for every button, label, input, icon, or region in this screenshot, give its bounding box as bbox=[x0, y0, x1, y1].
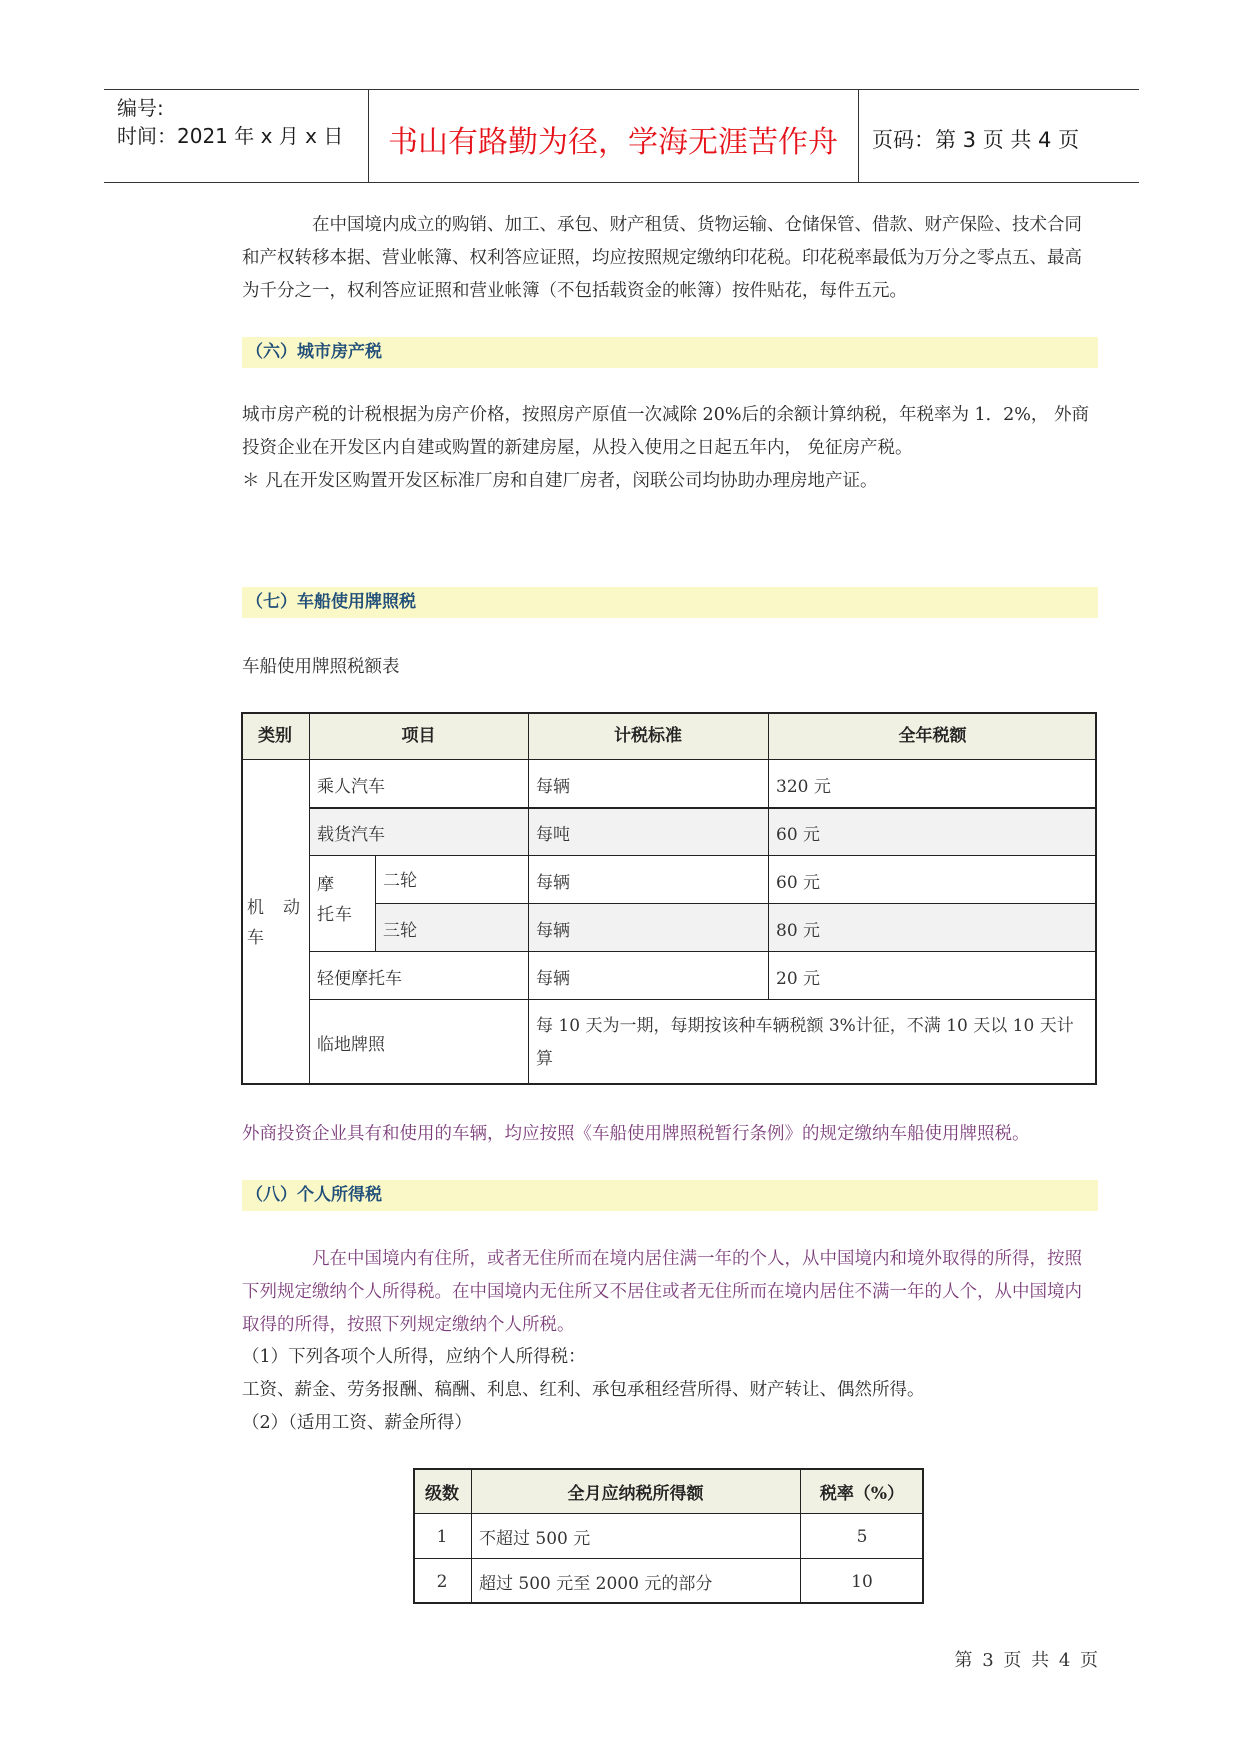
table-rule bbox=[309, 999, 1097, 1000]
header-page-number: 页码：第 3 页 共 4 页 bbox=[872, 128, 1080, 152]
table-cell-standard: 每辆 bbox=[536, 968, 570, 989]
section-heading-house-tax: （六）城市房产税 bbox=[242, 337, 1098, 368]
table-rule bbox=[768, 712, 769, 1000]
vehicle-tax-table bbox=[241, 712, 1097, 1085]
header-motto: 书山有路勤为径，学海无涯苦作舟 bbox=[388, 125, 838, 160]
table-cell-amount: 320 元 bbox=[776, 776, 831, 797]
section-heading-income-tax: （八）个人所得税 bbox=[242, 1180, 1098, 1211]
section-heading-vehicle-tax: （七）车船使用牌照税 bbox=[242, 587, 1098, 618]
table-cell-income-range: 不超过 500 元 bbox=[479, 1529, 591, 1549]
page-footer: 第 3 页 共 4 页 bbox=[954, 1650, 1100, 1671]
income-tax-item-2: （2）（适用工资、薪金所得） bbox=[242, 1413, 472, 1433]
table-cell-income-range: 超过 500 元至 2000 元的部分 bbox=[479, 1574, 713, 1594]
header-bottom-rule bbox=[104, 182, 1139, 183]
table-header-income-range: 全月应纳税所得额 bbox=[471, 1468, 800, 1514]
table-cell-item: 二轮 bbox=[383, 871, 417, 891]
table-rule bbox=[471, 1468, 472, 1604]
table-cell-item: 临地牌照 bbox=[317, 1035, 385, 1055]
table-cell-standard: 每辆 bbox=[536, 872, 570, 893]
house-tax-note: ＊ 凡在开发区购置开发区标准厂房和自建厂房者，闵联公司均协助办理房地产证。 bbox=[242, 471, 878, 491]
table-rule bbox=[241, 759, 1097, 760]
table-cell-amount: 80 元 bbox=[768, 904, 1097, 952]
vehicle-tax-footnote: 外商投资企业具有和使用的车辆，均应按照《车船使用牌照税暂行条例》的规定缴纳车船使用牌照税。 bbox=[242, 1124, 1030, 1144]
category-cell: 机 动车 bbox=[247, 897, 301, 948]
table-rule bbox=[800, 1468, 801, 1604]
table-border bbox=[413, 1468, 924, 1470]
table-cell-amount: 60 元 bbox=[768, 808, 1097, 856]
table-border bbox=[922, 1468, 924, 1604]
table-cell-standard: 每辆 bbox=[528, 904, 768, 952]
table-border bbox=[413, 1602, 924, 1604]
table-header-category: 类别 bbox=[241, 712, 309, 760]
table-cell-level: 1 bbox=[436, 1526, 448, 1547]
table-rule bbox=[413, 1513, 924, 1514]
table-cell-item: 三轮 bbox=[375, 904, 528, 952]
table-header-standard: 计税标准 bbox=[528, 712, 768, 760]
income-tax-rate-table bbox=[413, 1468, 924, 1604]
table-rule bbox=[413, 1558, 924, 1559]
table-cell-rate: 10 bbox=[851, 1571, 873, 1592]
table-header-rate: 税率（%） bbox=[800, 1468, 924, 1514]
table-border bbox=[241, 712, 243, 1085]
table-cell-item: 轻便摩托车 bbox=[317, 968, 402, 989]
document-time-label: 时间：2021 年 x 月 x 日 bbox=[117, 124, 344, 148]
table-cell-amount: 60 元 bbox=[776, 872, 821, 893]
header-top-rule bbox=[104, 89, 1139, 90]
table-border bbox=[413, 1468, 415, 1604]
table-header-level: 级数 bbox=[413, 1468, 471, 1514]
table-cell-standard: 每 10 天为一期，每期按该种车辆税额 3%计征，不满 10 天以 10 天计算 bbox=[536, 1016, 1074, 1069]
table-header-annual-amount: 全年税额 bbox=[768, 712, 1097, 760]
income-tax-paragraph: 凡在中国境内有住所，或者无住所而在境内居住满一年的个人，从中国境内和境外取得的所得，按照下列规定缴纳个人所得税。在中国境内无住所又不居住或者无住所而在境内居住不满一年的人个，从中国境内取得的所得，按照下列规定缴纳个人所税。 bbox=[242, 1249, 1082, 1335]
table-rule bbox=[375, 903, 1097, 904]
table-rule bbox=[528, 712, 529, 1085]
income-tax-item-1-list: 工资、薪金、劳务报酬、稿酬、利息、红利、承包承租经营所得、财产转让、偶然所得。 bbox=[242, 1380, 925, 1400]
table-rule bbox=[309, 807, 1097, 809]
vehicle-tax-table-caption: 车船使用牌照税额表 bbox=[242, 657, 400, 677]
table-cell-item: 载货汽车 bbox=[309, 808, 528, 856]
motorcycle-group-cell: 摩 托车 bbox=[317, 875, 353, 925]
table-header-item: 项目 bbox=[309, 712, 528, 760]
document-number-label: 编号: bbox=[117, 96, 164, 120]
header-divider bbox=[858, 89, 859, 183]
table-cell-standard: 每吨 bbox=[528, 808, 768, 856]
table-cell-level: 2 bbox=[436, 1571, 448, 1592]
table-cell-item: 乘人汽车 bbox=[317, 776, 385, 797]
table-border bbox=[1095, 712, 1097, 1085]
table-rule bbox=[375, 856, 376, 952]
stamp-tax-paragraph: 在中国境内成立的购销、加工、承包、财产租赁、货物运输、仓储保管、借款、财产保险、技术合同和产权转移本据、营业帐簿、权利答应证照，均应按照规定缴纳印花税。印花税率最低为万分之零点五、最高为千分之一，权利答应证照和营业帐簿（不包括载资金的帐簿）按件贴花，每件五元。 bbox=[242, 215, 1082, 301]
table-cell-standard: 每辆 bbox=[536, 776, 570, 797]
table-rule bbox=[309, 712, 310, 1085]
income-tax-item-1: （1）下列各项个人所得，应纳个人所得税： bbox=[242, 1347, 586, 1367]
table-rule bbox=[309, 951, 1097, 952]
house-tax-paragraph: 城市房产税的计税根据为房产价格，按照房产原值一次减除 20%后的余额计算纳税，年税率为 1．2%， 外商投资企业在开发区内自建或购置的新建房屋，从投入使用之日起五年内， 免征房产税。 bbox=[242, 405, 1089, 458]
table-cell-amount: 20 元 bbox=[776, 968, 821, 989]
table-rule bbox=[309, 855, 1097, 856]
table-border bbox=[241, 1083, 1097, 1085]
table-border bbox=[241, 712, 1097, 714]
table-cell-rate: 5 bbox=[856, 1526, 868, 1547]
